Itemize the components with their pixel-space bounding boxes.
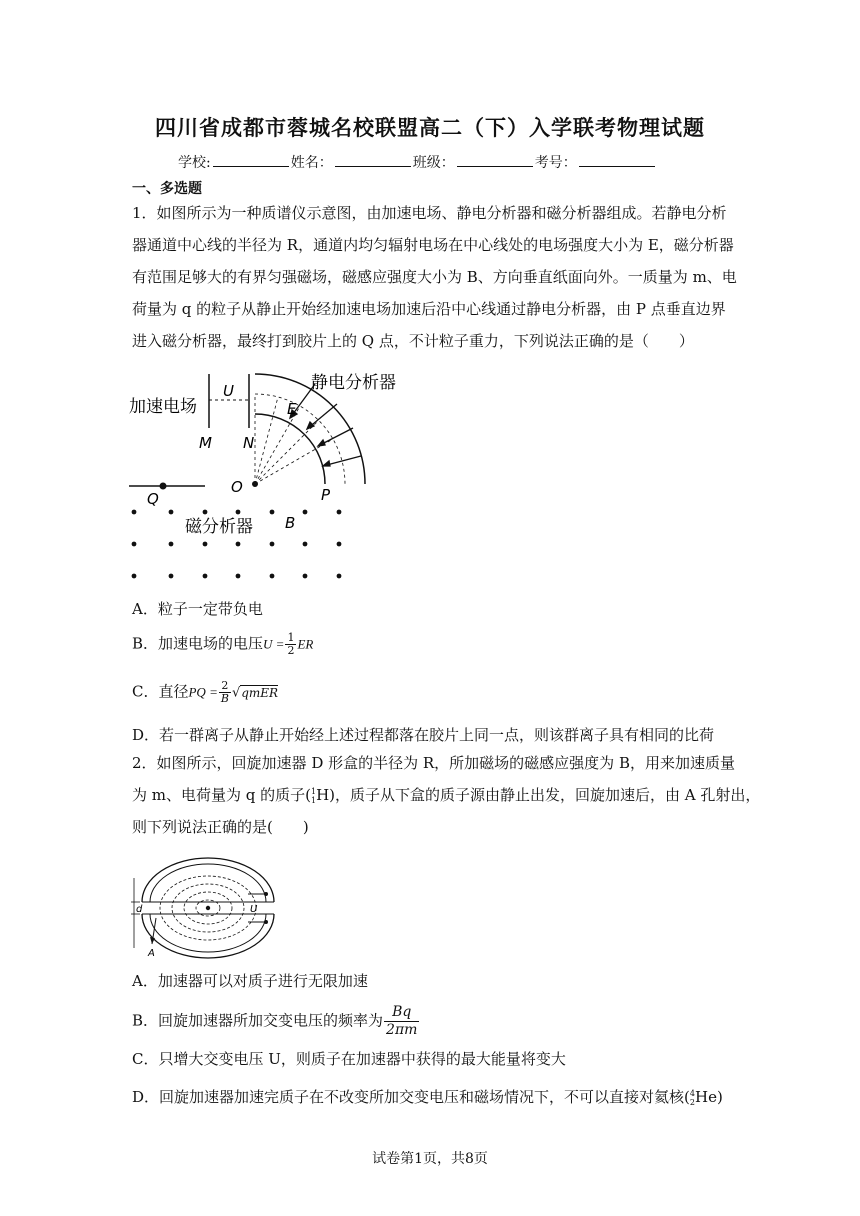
fig1-label-b: B bbox=[285, 514, 296, 532]
q2-option-b-fraction bbox=[384, 1004, 419, 1039]
q1-option-c-text: C．直径 bbox=[132, 682, 189, 701]
fraction-numerator: 2 bbox=[219, 680, 231, 693]
q2-option-b-text: B．回旋加速器所加交变电压的频率为 bbox=[132, 1011, 384, 1030]
fig1-label-u: U bbox=[223, 382, 234, 400]
q1-option-b-rest: ER bbox=[297, 636, 314, 652]
class-blank bbox=[457, 154, 533, 167]
q2-line-3: 则下列说法正确的是( ) bbox=[132, 818, 309, 836]
q1-option-c-fraction bbox=[219, 680, 231, 705]
fig1-label-esa: 静电分析器 bbox=[311, 373, 396, 393]
sqrt-sign-icon: √ bbox=[231, 685, 241, 701]
q1-option-b-text: B．加速电场的电压 bbox=[132, 634, 264, 653]
class-label: 班级： bbox=[412, 155, 455, 171]
number-label: 考号： bbox=[534, 155, 577, 171]
fig1-label-accel: 加速电场 bbox=[129, 397, 197, 417]
q1-option-c-root: qmER bbox=[241, 685, 279, 700]
isotope-symbol: He bbox=[694, 1088, 717, 1106]
fig2-label-a: A bbox=[148, 948, 155, 959]
fraction-numerator: 1 bbox=[287, 631, 295, 644]
fig2-label-d: d bbox=[136, 904, 143, 915]
fig1-label-m: M bbox=[199, 434, 212, 452]
fraction-numerator: Bq bbox=[384, 1004, 419, 1022]
page-footer: 试卷第1页，共8页 bbox=[372, 1151, 488, 1167]
fraction-denominator: 2 bbox=[287, 644, 295, 657]
q1-option-c-lhs: PQ = bbox=[188, 684, 218, 700]
fig2-label-u: U bbox=[250, 904, 258, 915]
school-blank bbox=[213, 154, 289, 167]
q1-option-c bbox=[132, 680, 278, 705]
name-blank bbox=[335, 154, 411, 167]
q2-option-d-text: D．回旋加速器加速完质子在不改变所加交变电压和磁场情况下，不可以直接对氦核( bbox=[132, 1088, 690, 1106]
fig1-label-p: P bbox=[321, 486, 331, 504]
q2-line-2 bbox=[132, 784, 760, 806]
fig1-label-msa: 磁分析器 bbox=[185, 517, 253, 537]
q1-line-2: 器通道中心线的半径为 R，通道内均匀辐射电场在中心线处的电场强度大小为 E，磁分析器 bbox=[132, 236, 734, 254]
page-title: 四川省成都市蓉城名校联盟高二（下）入学联考物理试题 bbox=[155, 115, 705, 140]
q1-option-b-lhs: U = bbox=[263, 636, 285, 652]
q1-option-a: A．粒子一定带负电 bbox=[132, 600, 263, 618]
q2-line-2-pre: 为 m、电荷量为 q 的质子( bbox=[132, 786, 311, 804]
fraction-denominator: 2πm bbox=[386, 1022, 418, 1038]
fig1-label-n: N bbox=[243, 434, 255, 452]
q1-option-b-fraction bbox=[285, 632, 296, 657]
isotope-symbol: H bbox=[316, 786, 330, 804]
isotope-atomic-number: 1 bbox=[310, 796, 317, 805]
fraction-denominator: B bbox=[220, 692, 229, 705]
mass-spectrometer-figure bbox=[125, 366, 425, 586]
q2-option-c: C．只增大交变电压 U，则质子在加速器中获得的最大能量将变大 bbox=[132, 1050, 566, 1068]
q2-option-d-post: ) bbox=[716, 1088, 723, 1106]
cyclotron-figure bbox=[128, 848, 278, 960]
q1-line-4: 荷量为 q 的粒子从静止开始经加速电场加速后沿中心线通过静电分析器，由 P 点垂直边界 bbox=[132, 300, 726, 318]
q1-line-1: 1．如图所示为一种质谱仪示意图，由加速电场、静电分析器和磁分析器组成。若静电分析 bbox=[132, 204, 727, 222]
isotope-atomic-number: 2 bbox=[689, 1098, 695, 1107]
student-info-line bbox=[178, 152, 657, 172]
isotope-mass-number: 4 bbox=[689, 1089, 695, 1098]
fig1-label-o: O bbox=[231, 478, 243, 496]
q2-option-b bbox=[132, 1004, 420, 1039]
q2-option-a: A．加速器可以对质子进行无限加速 bbox=[132, 972, 368, 990]
q2-line-1: 2．如图所示，回旋加速器 D 形盒的半径为 R，所加磁场的磁感应强度为 B，用来加速质量 bbox=[132, 754, 735, 772]
q1-line-3: 有范围足够大的有界匀强磁场，磁感应强度大小为 B、方向垂直纸面向外。一质量为 m、电 bbox=[132, 268, 737, 286]
q1-option-d: D．若一群离子从静止开始经上述过程都落在胶片上同一点，则该群离子具有相同的比荷 bbox=[132, 726, 715, 744]
q2-line-2-post: )，质子从下盒的质子源由静止出发，回旋加速后，由 A 孔射出， bbox=[329, 786, 761, 804]
fig1-label-e: E bbox=[287, 400, 297, 418]
q1-line-5: 进入磁分析器，最终打到胶片上的 Q 点，不计粒子重力，下列说法正确的是（ ） bbox=[132, 332, 694, 350]
name-label: 姓名： bbox=[290, 155, 333, 171]
q1-option-b bbox=[132, 632, 313, 657]
school-label: 学校: bbox=[178, 155, 211, 171]
isotope-mass-number: 1 bbox=[310, 787, 317, 796]
section-heading: 一、多选题 bbox=[132, 181, 202, 197]
number-blank bbox=[579, 154, 655, 167]
fig1-label-q: Q bbox=[147, 490, 159, 508]
q2-option-d bbox=[132, 1086, 723, 1107]
